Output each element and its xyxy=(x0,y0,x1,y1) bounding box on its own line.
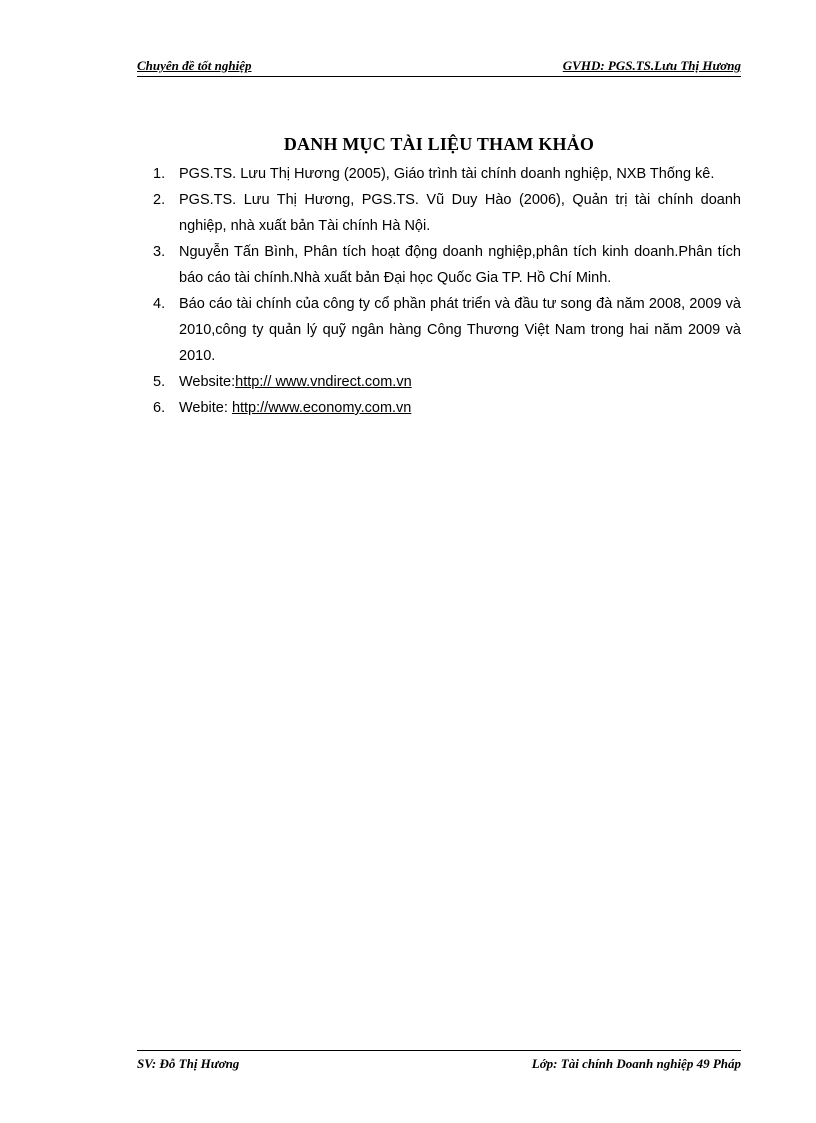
reference-label: Webite: xyxy=(179,400,232,416)
economy-link[interactable]: http://www.economy.com.vn xyxy=(231,400,412,416)
reference-item xyxy=(150,369,741,395)
reference-list xyxy=(150,161,741,421)
footer-left-text: SV: Đỗ Thị Hương xyxy=(137,1056,240,1071)
page-title: DANH MỤC TÀI LIỆU THAM KHẢO xyxy=(283,134,595,154)
reference-label: Website: xyxy=(179,374,236,390)
header-right-text: GVHD: PGS.TS.Lưu Thị Hương xyxy=(562,58,741,73)
page-header xyxy=(137,56,741,77)
header-left-text: Chuyên đề tốt nghiệp xyxy=(137,58,252,73)
reference-item xyxy=(150,239,741,291)
reference-item xyxy=(150,187,741,239)
reference-number: 3. xyxy=(153,244,166,260)
page-footer xyxy=(137,1050,741,1075)
reference-item xyxy=(150,161,741,187)
vndirect-link[interactable]: http:// www.vndirect.com.vn xyxy=(235,374,412,390)
reference-text: PGS.TS. Lưu Thị Hương, PGS.TS. Vũ Duy Hào (2006), Quản trị tài chính doanh nghiệp, nhà xuất bản Tài chính Hà Nội. xyxy=(179,192,741,234)
reference-number: 1. xyxy=(153,166,166,182)
reference-number: 5. xyxy=(153,374,166,390)
reference-text: Báo cáo tài chính của công ty cổ phần phát triển và đầu tư song đà năm 2008, 2009 và 2010,công ty quản lý quỹ ngân hàng Công Thương Việt Nam trong hai năm 2009 và 2010. xyxy=(179,296,741,364)
reference-text: PGS.TS. Lưu Thị Hương (2005), Giáo trình tài chính doanh nghiệp, NXB Thống kê. xyxy=(179,166,715,182)
reference-item xyxy=(150,395,741,421)
reference-number: 2. xyxy=(153,192,166,208)
reference-item xyxy=(150,291,741,369)
reference-text: Nguyễn Tấn Bình, Phân tích hoạt động doanh nghiệp,phân tích kinh doanh.Phân tích báo cáo tài chính.Nhà xuất bản Đại học Quốc Gia TP. Hồ Chí Minh. xyxy=(179,244,741,286)
reference-number: 4. xyxy=(153,296,166,312)
reference-number: 6. xyxy=(153,400,166,416)
footer-right-text: Lớp: Tài chính Doanh nghiệp 49 Pháp xyxy=(531,1056,741,1071)
